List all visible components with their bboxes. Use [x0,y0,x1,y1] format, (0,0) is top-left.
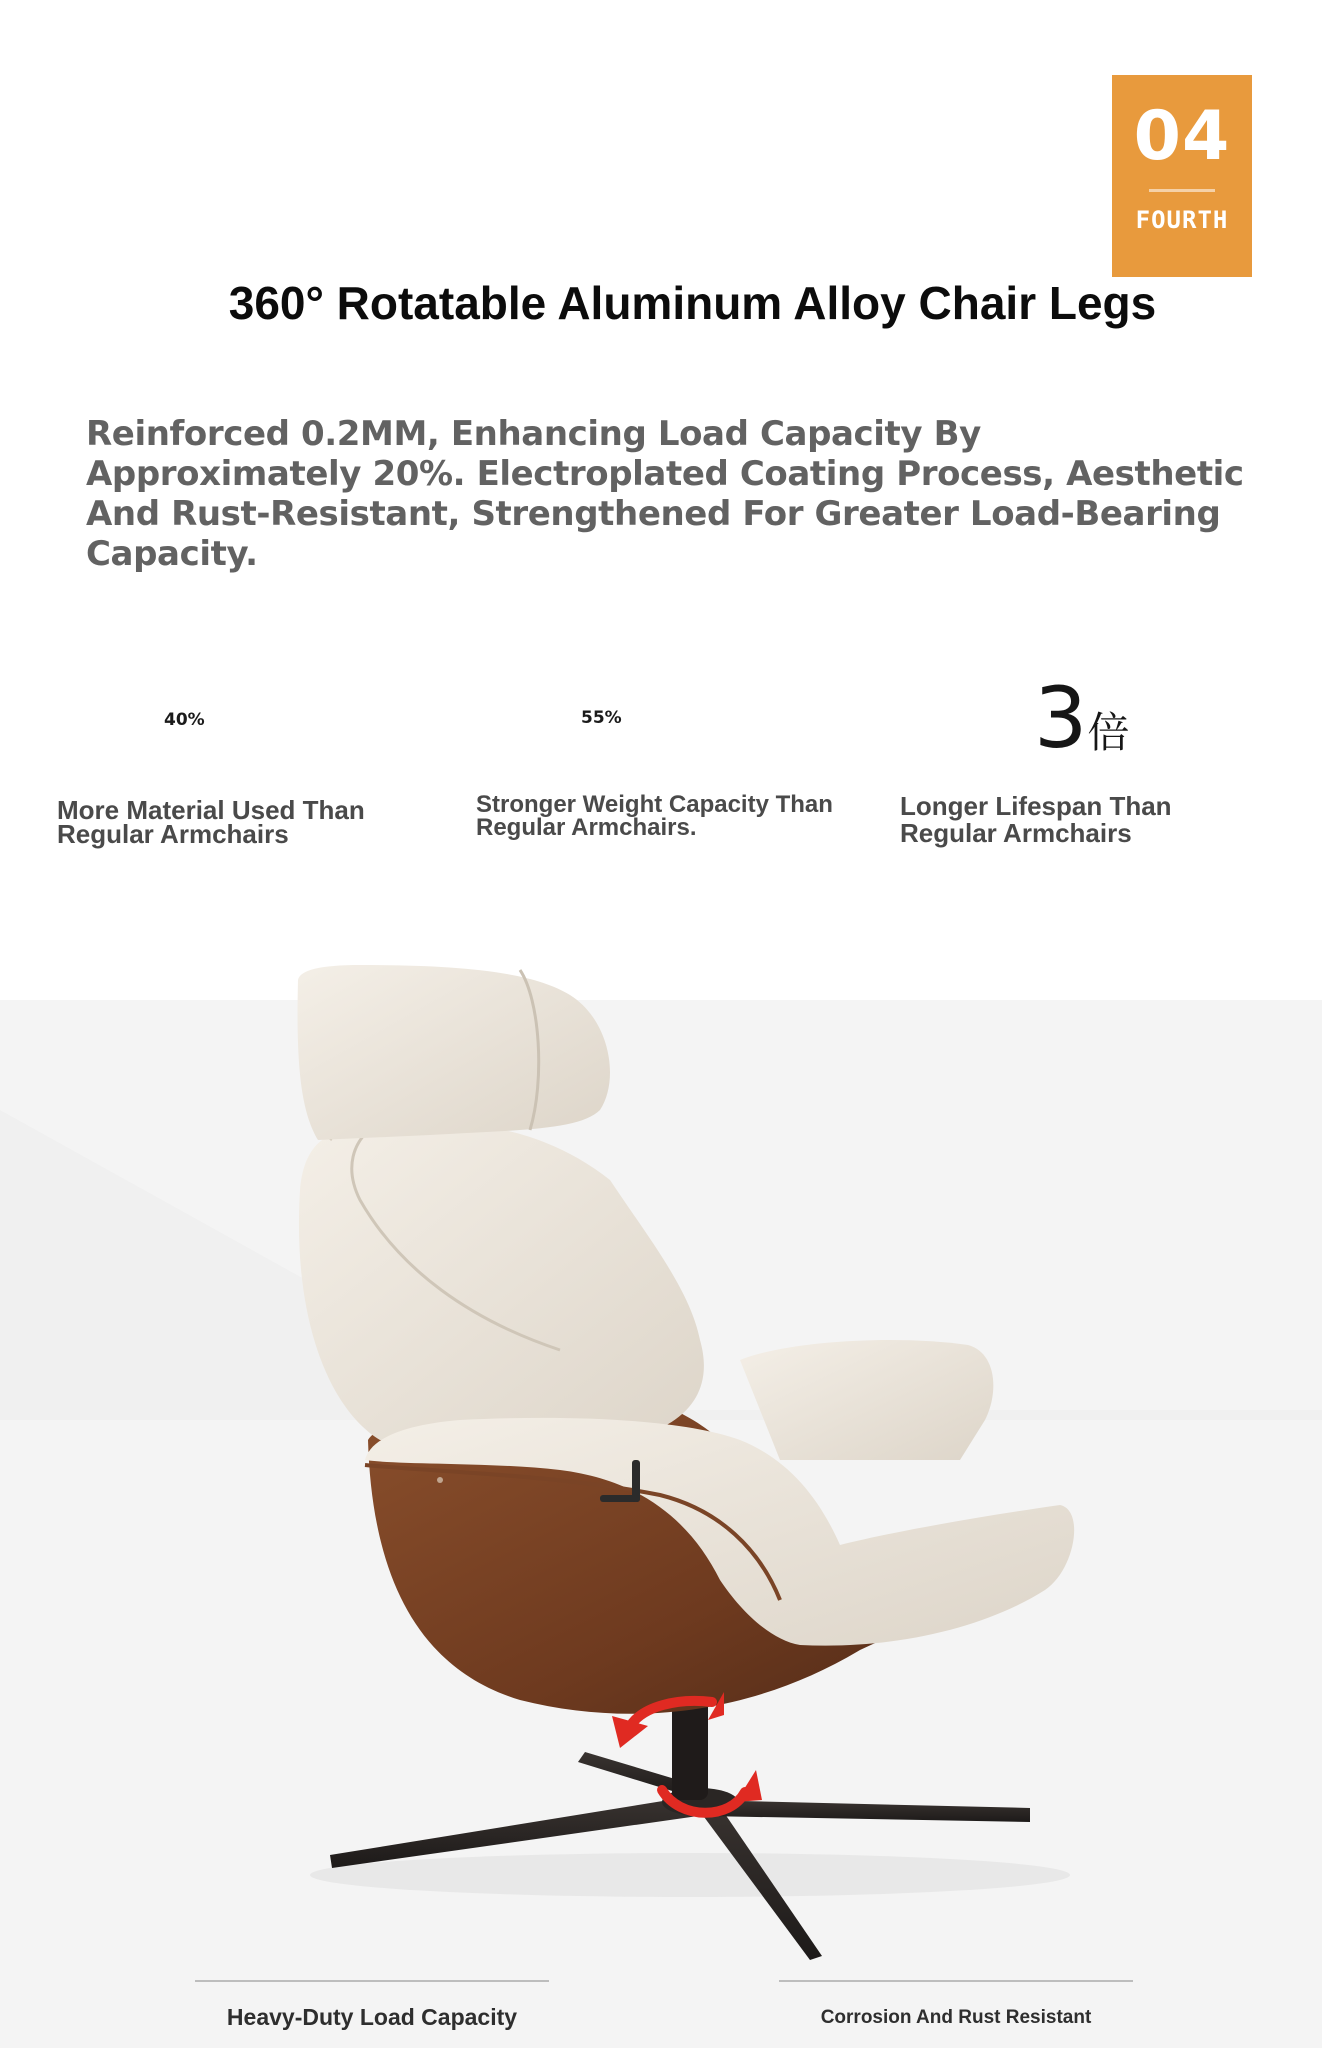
stat-label-lifespan: Longer Lifespan Than Regular Armchairs [900,791,1172,848]
stat-label-material: More Material Used Than Regular Armchairs [57,795,365,849]
stat-label-weight: Stronger Weight Capacity Than Regular Armchairs. [476,791,833,841]
product-image [0,940,1322,1970]
stat-value-lifespan [1034,669,1130,767]
badge-number: 04 [1133,97,1231,176]
badge-divider [1149,189,1215,192]
stat-value-material: 40% [164,710,205,730]
divider-right [779,1980,1133,1982]
stat-lifespan-number: 3 [1034,669,1088,767]
step-badge [1112,75,1252,277]
page-title: 360° Rotatable Aluminum Alloy Chair Legs [228,277,1157,329]
stat-lifespan-unit: 倍 [1087,708,1130,757]
chair-body [298,965,1075,1714]
badge-word: FOURTH [1135,206,1229,234]
footer-left-caption: Heavy-Duty Load Capacity [226,2004,518,2030]
divider-left [195,1980,549,1982]
footer-right-caption: Corrosion And Rust Resistant [820,2007,1092,2028]
chair-base [330,1680,1030,1960]
stat-value-weight: 55% [581,708,622,728]
feature-description: Reinforced 0.2MM, Enhancing Load Capacity By Approximately 20%. Electroplated Coating Process, Aesthetic And Rust-Resistant, Strengthened For Greater Load-Bearing Capacity. [86,414,1244,574]
